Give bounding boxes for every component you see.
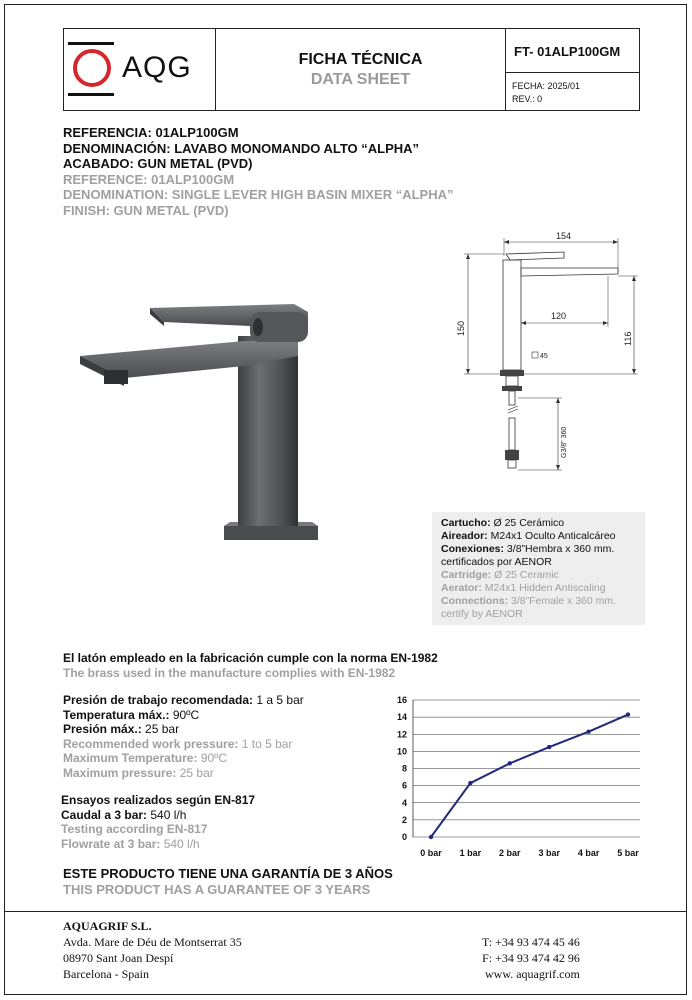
logo-bottom-bar: [68, 93, 114, 96]
logo-text: AQG: [122, 51, 192, 84]
phone: T: +34 93 474 45 46: [482, 935, 580, 949]
max-pressure-es: Presión máx.: 25 bar: [63, 722, 180, 736]
logo-ring-icon: [73, 49, 111, 87]
chart-x-tick-label: 0 bar: [420, 848, 442, 858]
doc-code: FT- 01ALP100GM: [514, 44, 621, 59]
connections-en-cert: certify by AENOR: [441, 608, 523, 620]
cartridge-en: Cartridge: Ø 25 Ceramic: [441, 569, 559, 581]
connections-en: Connections: 3/8”Female x 360 mm.: [441, 595, 617, 607]
brass-es: El latón empleado en la fabricación cumple con la norma EN-1982: [63, 651, 438, 665]
product-info: [63, 125, 454, 218]
header-title-cell: [216, 29, 506, 110]
chart-data-point: [626, 712, 630, 716]
header-ref-cell: [506, 29, 639, 110]
chart-y-tick-label: 4: [401, 797, 407, 808]
chart-data-point: [468, 781, 472, 785]
chart-data-point: [429, 835, 433, 839]
cartridge-es: Cartucho: Ø 25 Cerámico: [441, 517, 565, 529]
reference-en: REFERENCE: 01ALP100GM: [63, 171, 235, 187]
tests-info: [61, 793, 255, 851]
company-name: AQUAGRIF S.L.: [63, 919, 152, 933]
aerator-es: Aireador: M24x1 Oculto Anticalcáreo: [441, 530, 616, 542]
brass-statement: [63, 651, 438, 681]
chart-y-tick-label: 2: [401, 814, 407, 825]
flow-chart: [385, 690, 645, 860]
chart-y-tick-label: 6: [401, 780, 407, 791]
chart-data-point: [547, 745, 551, 749]
guarantee: [63, 866, 393, 898]
max-temp-es: Temperatura máx.: 90ºC: [63, 707, 200, 722]
address-line-1: Avda. Mare de Déu de Montserrat 35: [63, 935, 242, 949]
chart-x-tick-label: 4 bar: [577, 848, 600, 858]
finish-es: ACABADO: GUN METAL (PVD): [63, 156, 253, 171]
dim-45-label: 45: [540, 353, 548, 360]
max-pressure-en: Maximum pressure: 25 bar: [63, 765, 214, 780]
aerator-en: Aerator: M24x1 Hidden Antiscaling: [441, 582, 606, 594]
divider: [506, 72, 639, 73]
company-address: [63, 918, 242, 982]
chart-y-tick-label: 0: [401, 832, 407, 842]
chart-x-tick-label: 1 bar: [459, 848, 482, 858]
dim-116-label: 116: [623, 331, 633, 346]
guarantee-es: ESTE PRODUCTO TIENE UNA GARANTÍA DE 3 AÑOS: [63, 866, 393, 881]
company-contact: [482, 934, 580, 982]
max-temp-en: Maximum Temperature: 90ºC: [63, 751, 228, 765]
connections-es: Conexiones: 3/8”Hembra x 360 mm.: [441, 543, 615, 555]
guarantee-en: THIS PRODUCT HAS A GUARANTEE OF 3 YEARS: [63, 882, 371, 897]
logo-top-bar: [68, 42, 114, 45]
connections-es-cert: certificados por AENOR: [441, 556, 552, 568]
chart-x-tick-label: 5 bar: [617, 848, 639, 858]
technical-drawing: [448, 228, 643, 478]
dim-120-label: 120: [551, 311, 567, 321]
chart-x-tick-label: 3 bar: [538, 848, 560, 858]
work-pressure-en: Recommended work pressure: 1 to 5 bar: [63, 736, 293, 751]
doc-date: FECHA: 2025/01: [512, 81, 581, 91]
denomination-es: DENOMINACIÓN: LAVABO MONOMANDO ALTO “ALPHA”: [63, 140, 420, 156]
logo: [64, 29, 216, 110]
title-en: DATA SHEET: [310, 71, 411, 88]
chart-x-tick-label: 2 bar: [499, 848, 521, 858]
website-link[interactable]: www. aquagrif.com: [484, 967, 580, 981]
address-line-3: Barcelona - Spain: [63, 967, 149, 981]
denomination-en: DENOMINATION: SINGLE LEVER HIGH BASIN MIXER “ALPHA”: [63, 187, 454, 202]
chart-y-tick-label: 10: [396, 746, 407, 757]
dim-hose-label: G3/8" 360: [561, 426, 568, 458]
fax: F: +34 93 474 42 96: [482, 951, 580, 965]
title-es: FICHA TÉCNICA: [298, 51, 423, 68]
tests-title-es: Ensayos realizados según EN-817: [61, 793, 256, 807]
reference-es: REFERENCIA: 01ALP100GM: [63, 125, 239, 140]
work-pressure-es: Presión de trabajo recomendada: 1 a 5 bar: [63, 693, 304, 707]
faucet-photo: [44, 226, 364, 646]
chart-y-tick-label: 12: [396, 729, 407, 740]
spec-box: [432, 512, 645, 625]
brass-en: The brass used in the manufacture complies with EN-1982: [63, 666, 396, 680]
dim-154-label: 154: [556, 231, 572, 241]
header-table: [63, 28, 640, 111]
pressure-info: [63, 693, 304, 780]
chart-y-tick-label: 8: [401, 763, 407, 774]
chart-series-line: [431, 715, 628, 837]
chart-data-point: [586, 729, 590, 733]
tests-title-en: Testing according EN-817: [61, 822, 208, 836]
address-line-2: 08970 Sant Joan Despí: [63, 951, 174, 965]
flow-es: Caudal a 3 bar: 540 l/h: [61, 807, 187, 822]
chart-data-point: [508, 761, 512, 765]
chart-y-tick-label: 14: [396, 712, 407, 723]
dim-150-label: 150: [456, 320, 466, 336]
footer-divider: [4, 911, 687, 912]
finish-en: FINISH: GUN METAL (PVD): [63, 202, 229, 218]
chart-y-tick-label: 16: [396, 695, 407, 705]
flow-en: Flowrate at 3 bar: 540 l/h: [61, 836, 200, 851]
doc-revision: REV.: 0: [512, 94, 543, 104]
